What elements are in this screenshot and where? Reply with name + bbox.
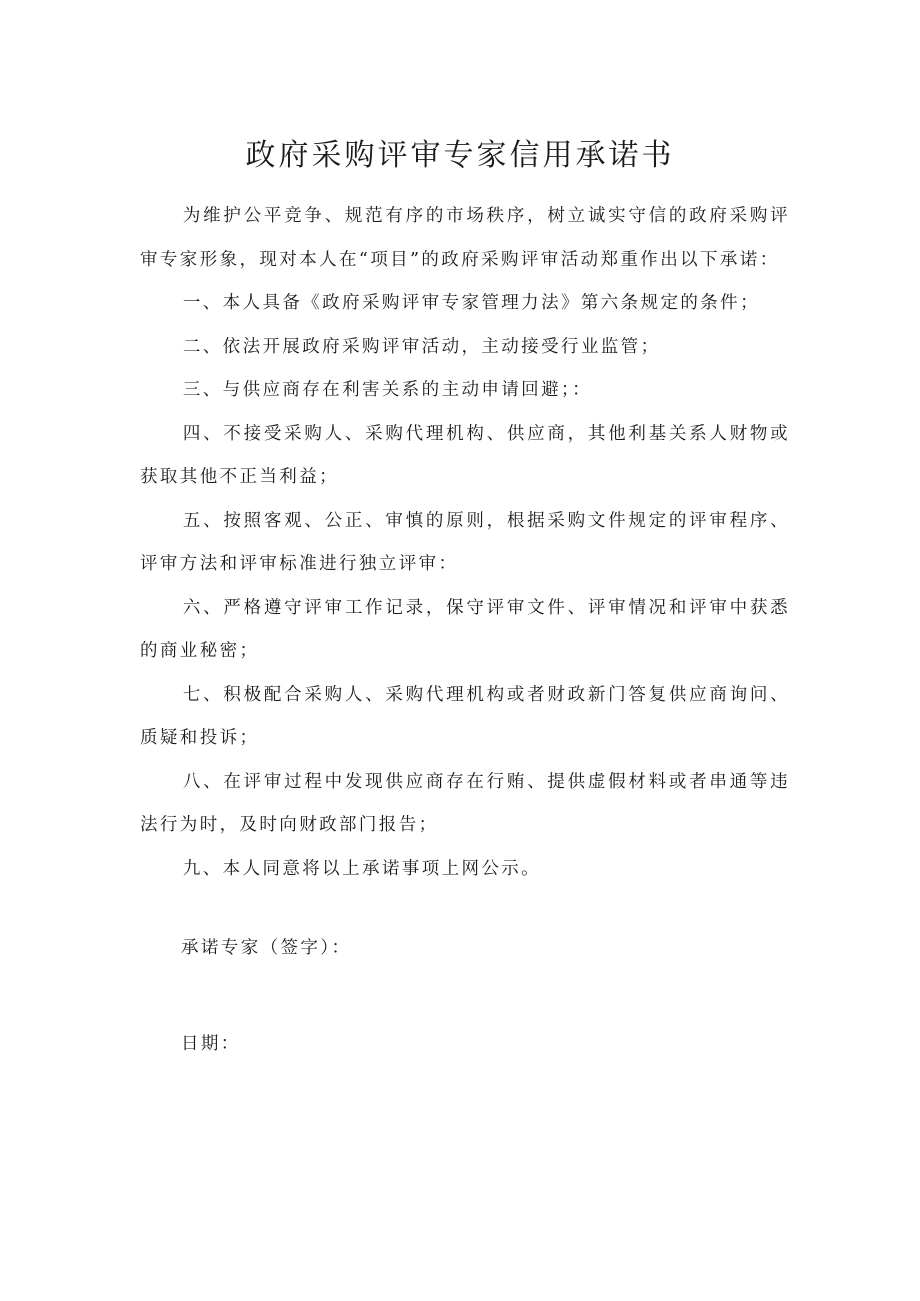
document-body — [140, 195, 790, 891]
paragraph-item-9: 九、本人同意将以上承诺事项上网公示。 — [182, 858, 542, 879]
paragraph-item-7: 七、积极配合采购人、采购代理机构或者财政新门答复供应商询问、质疑和投诉； — [140, 684, 790, 748]
paragraph-item-3: 三、与供应商存在利害关系的主动申请回避；： — [182, 380, 593, 400]
paragraph-item-4: 四、不接受采购人、采购代理机构、供应商，其他利基关系人财物或获取其他不正当利益； — [140, 423, 790, 487]
signer-label: 承诺专家（签字）： — [181, 938, 352, 958]
paragraph-item-2: 二、依法开展政府采购评审活动，主动接受行业监管； — [182, 336, 661, 357]
date-label: 日期： — [181, 1034, 241, 1054]
paragraph-intro: 为维护公平竞争、规范有序的市场秩序，树立诚实守信的政府采购评审专家形象，现对本人在“项目”的政府采购评审活动郑重作出以下承诺： — [140, 206, 790, 270]
paragraph-item-5: 五、按照客观、公正、审慎的原则，根据采购文件规定的评审程序、评审方法和评审标准进行独立评审： — [140, 510, 790, 574]
paragraph-item-8: 八、在评审过程中发现供应商存在行贿、提供虚假材料或者串通等违法行为时，及时向财政部门报告； — [140, 771, 790, 835]
paragraph-item-1: 一、本人具备《政府采购评审专家管理力法》第六条规定的条件； — [182, 293, 760, 313]
paragraph-item-6: 六、严格遵守评审工作记录，保守评审文件、评审情况和评审中获悉的商业秘密； — [140, 597, 790, 661]
document-title: 政府采购评审专家信用承诺书 — [245, 138, 675, 173]
